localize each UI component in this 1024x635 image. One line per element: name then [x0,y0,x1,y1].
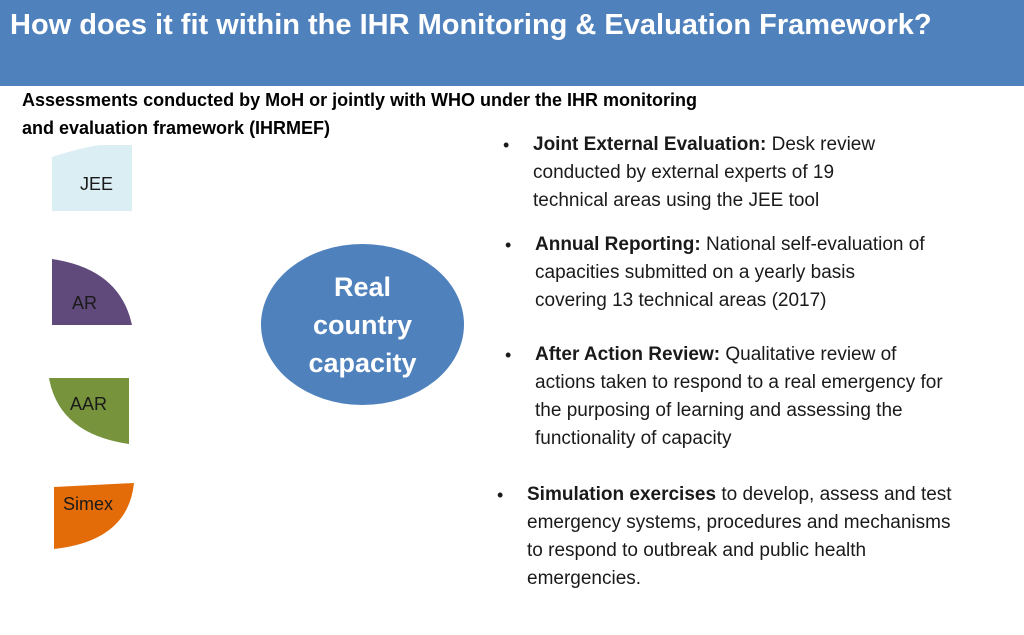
bullet-jee-heading: Joint External Evaluation: [533,134,767,155]
jee-label: JEE [80,174,114,194]
bullet-dot: • [497,485,504,505]
aar-label: AAR [70,394,108,414]
simex-label: Simex [63,494,114,514]
subtitle: Assessments conducted by MoH or jointly with WHO under the IHR monitoring and evaluation framework (IHRMEF) [22,90,698,138]
bullet-dot: • [505,345,512,365]
bullet-aar-text: Qualitative review of actions taken to respond to a real emergency for the purposing of learning and assessing the functionality of capacity [535,344,943,449]
page-title: How does it fit within the IHR Monitoring & Evaluation Framework? [10,9,932,41]
real-country-capacity-oval [261,244,464,405]
simex-shape [54,483,134,549]
bullet-ar-heading: Annual Reporting: [535,234,701,255]
title-bar [0,0,1024,86]
bullet-jee [503,131,913,215]
bullet-aar-heading: After Action Review: [535,344,721,365]
oval-text: Real country capacity [308,271,417,378]
bullet-simex-text: to develop, assess and test emergency systems, procedures and mechanisms to respond to outbreak and public health emergencies. [527,484,952,589]
bullet-jee-text: Desk review conducted by external experts of 19 technical areas using the JEE tool [533,134,876,211]
bullet-dot: • [505,235,512,255]
bullet-simex [497,481,957,593]
bullet-ar [505,231,925,315]
bullet-simex-heading: Simulation exercises [527,484,717,505]
bullet-aar [505,341,945,453]
bullet-dot: • [503,135,510,155]
ar-label: AR [72,293,98,313]
ar-shape [52,259,132,325]
bullet-ar-text: National self-evaluation of capacities submitted on a yearly basis covering 13 technical areas (2017) [535,234,925,311]
